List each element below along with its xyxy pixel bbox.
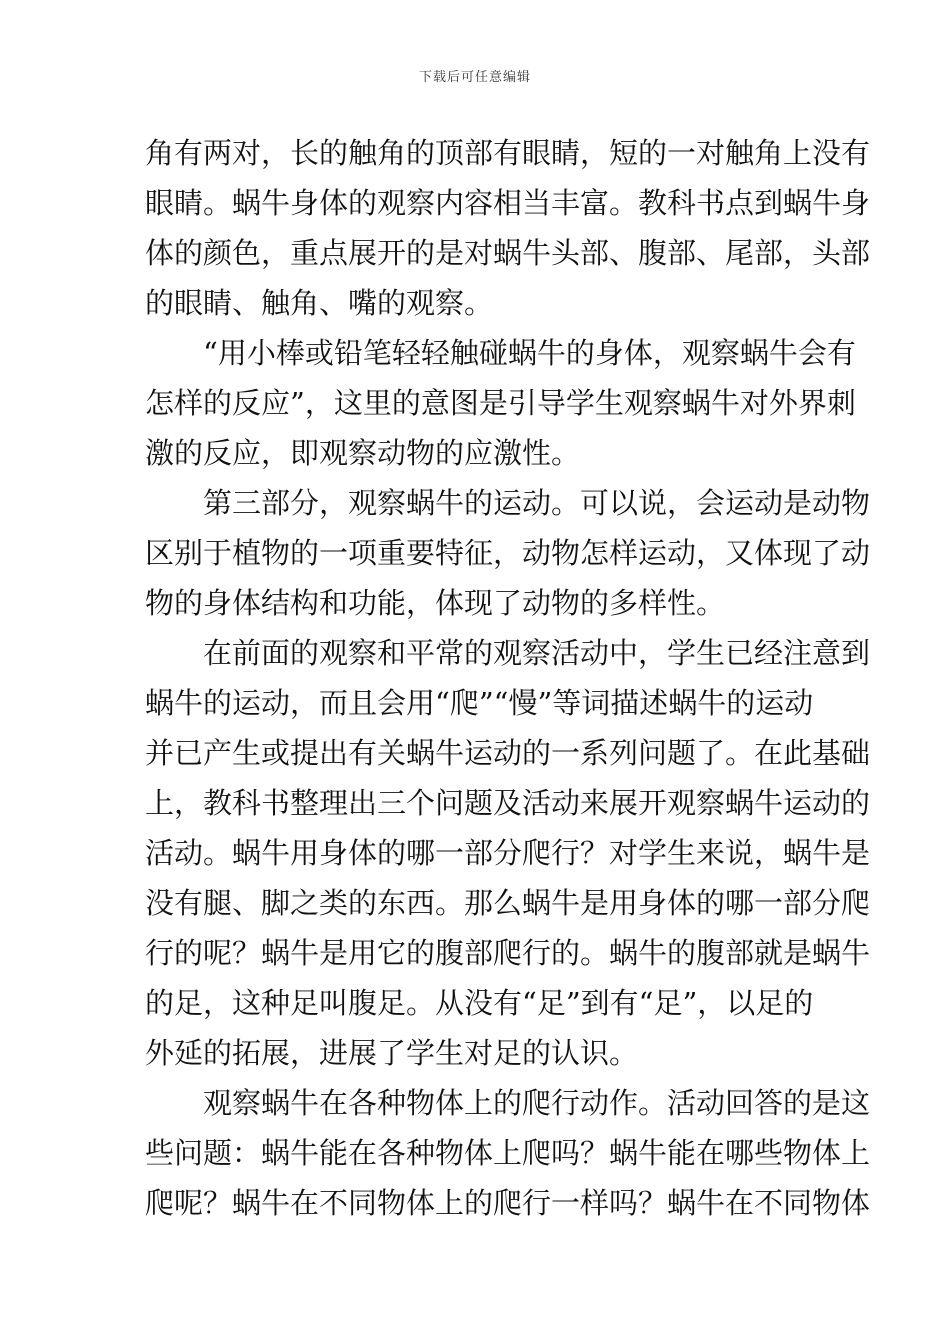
text-line: 怎样的反应”，这里的意图是引导学生观察蜗牛对外界刺 <box>145 386 856 420</box>
text-line: 并已产生或提出有关蜗牛运动的一系列问题了。在此基础 <box>145 736 871 770</box>
text-line: 上，教科书整理出三个问题及活动来展开观察蜗牛运动的 <box>145 786 871 820</box>
text-line: “用小棒或铅笔轻轻触碰蜗牛的身体，观察蜗牛会有 <box>203 336 856 370</box>
text-line: 活动。蜗牛用身体的哪一部分爬行？对学生来说，蜗牛是 <box>145 836 871 870</box>
text-line: 观察蜗牛在各种物体上的爬行动作。活动回答的是这 <box>203 1086 871 1120</box>
text-line: 蜗牛的运动，而且会用“爬”“慢”等词描述蜗牛的运动 <box>145 686 814 720</box>
text-line: 外延的拓展，进展了学生对足的认识。 <box>145 1036 639 1070</box>
body-text <box>145 128 871 1228</box>
text-line: 没有腿、脚之类的东西。那么蜗牛是用身体的哪一部分爬 <box>145 886 871 920</box>
text-line: 些问题：蜗牛能在各种物体上爬吗？蜗牛能在哪些物体上 <box>145 1136 871 1170</box>
text-line: 的眼睛、触角、嘴的观察。 <box>145 286 494 320</box>
text-line: 行的呢？蜗牛是用它的腹部爬行的。蜗牛的腹部就是蜗牛 <box>145 936 871 970</box>
text-line: 在前面的观察和平常的观察活动中，学生已经注意到 <box>203 636 871 670</box>
text-line: 体的颜色，重点展开的是对蜗牛头部、腹部、尾部，头部 <box>145 236 871 270</box>
text-line: 第三部分，观察蜗牛的运动。可以说，会运动是动物 <box>203 486 871 520</box>
text-line: 角有两对，长的触角的顶部有眼睛，短的一对触角上没有 <box>145 136 871 170</box>
text-line: 的足，这种足叫腹足。从没有“足”到有“足”，以足的 <box>145 986 814 1020</box>
text-line: 眼睛。蜗牛身体的观察内容相当丰富。教科书点到蜗牛身 <box>145 186 871 220</box>
text-line: 爬呢？蜗牛在不同物体上的爬行一样吗？蜗牛在不同物体 <box>145 1186 871 1220</box>
text-line: 激的反应，即观察动物的应激性。 <box>145 436 581 470</box>
text-line: 区别于植物的一项重要特征，动物怎样运动，又体现了动 <box>145 536 871 570</box>
header-note: 下载后可任意编辑 <box>418 70 531 85</box>
text-line: 物的身体结构和功能，体现了动物的多样性。 <box>145 586 726 620</box>
